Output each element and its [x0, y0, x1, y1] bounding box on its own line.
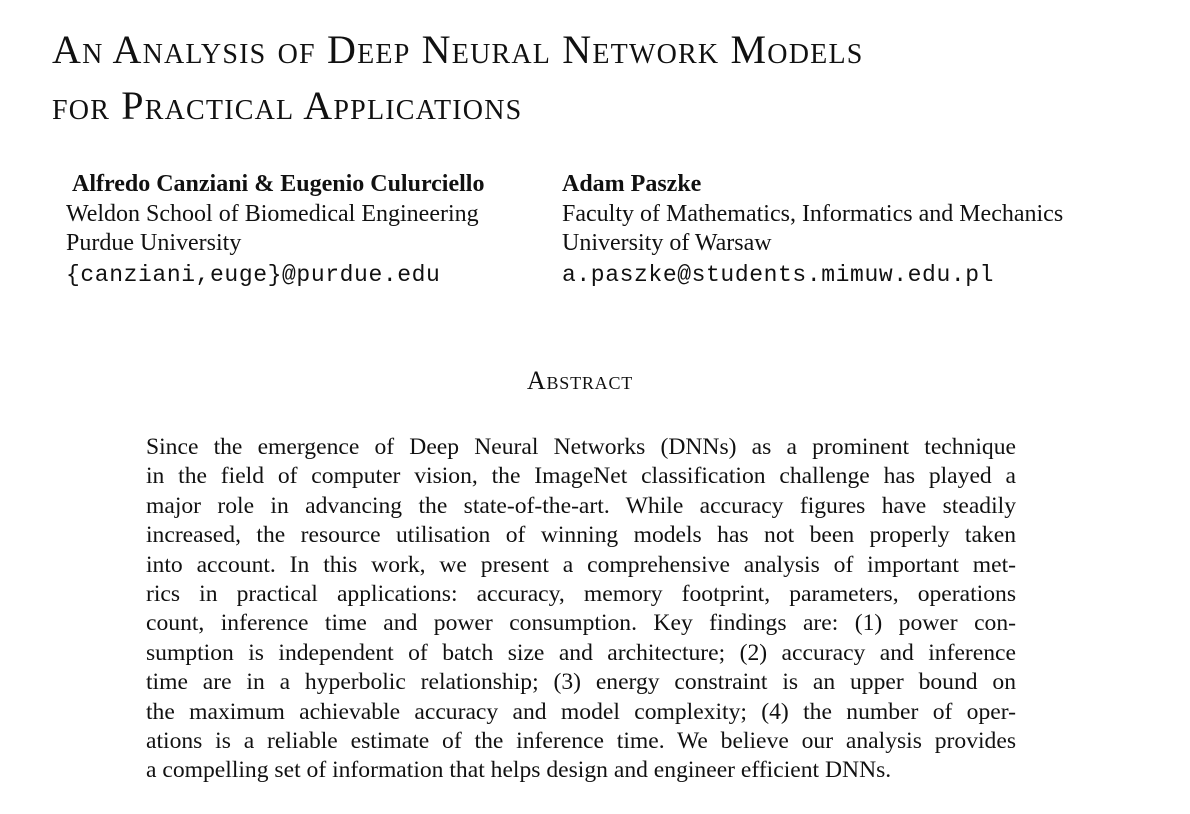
- abstract-line: in the field of computer vision, the ImageNet classification challenge has played a: [146, 463, 1016, 490]
- paper-title-line-1: An Analysis of Deep Neural Network Models: [52, 27, 864, 72]
- paper-title-line-2: for Practical Applications: [52, 83, 523, 128]
- abstract-line: rics in practical applications: accuracy, memory footprint, parameters, operations: [146, 581, 1016, 608]
- abstract-line: Since the emergence of Deep Neural Networks (DNNs) as a prominent technique: [146, 434, 1016, 460]
- abstract-line: time are in a hyperbolic relationship; (3) energy constraint is an upper bound on: [146, 669, 1016, 696]
- abstract-line: ations is a reliable estimate of the inference time. We believe our analysis provides: [146, 728, 1016, 755]
- abstract-line: count, inference time and power consumption. Key findings are: (1) power con-: [146, 610, 1016, 637]
- author-block-warsaw: [562, 170, 1063, 290]
- author-names: Alfredo Canziani & Eugenio Culurciello: [72, 171, 485, 197]
- abstract-heading: Abstract: [526, 366, 634, 395]
- abstract-line: increased, the resource utilisation of winning models has not been properly taken: [146, 522, 1016, 549]
- author-email: {canziani,euge}@purdue.edu: [66, 261, 441, 288]
- abstract-line: the maximum achievable accuracy and model complexity; (4) the number of oper-: [146, 698, 1016, 725]
- paper-title: [52, 22, 1172, 134]
- abstract-body: [146, 433, 1016, 786]
- abstract-line: sumption is independent of batch size and architecture; (2) accuracy and inference: [146, 639, 1016, 666]
- author-department: Faculty of Mathematics, Informatics and Mechanics: [562, 200, 1064, 227]
- author-university: Purdue University: [66, 230, 242, 256]
- abstract-line: a compelling set of information that helps design and engineer efficient DNNs.: [146, 757, 892, 784]
- author-names: Adam Paszke: [562, 171, 702, 197]
- author-department: Weldon School of Biomedical Engineering: [66, 200, 479, 227]
- author-university: University of Warsaw: [562, 230, 772, 256]
- abstract-line: major role in advancing the state-of-the-art. While accuracy figures have steadily: [146, 492, 1016, 519]
- abstract-line: into account. In this work, we present a comprehensive analysis of important met-: [146, 551, 1016, 578]
- author-email: a.paszke@students.mimuw.edu.pl: [562, 261, 995, 288]
- author-block-purdue: [66, 170, 484, 290]
